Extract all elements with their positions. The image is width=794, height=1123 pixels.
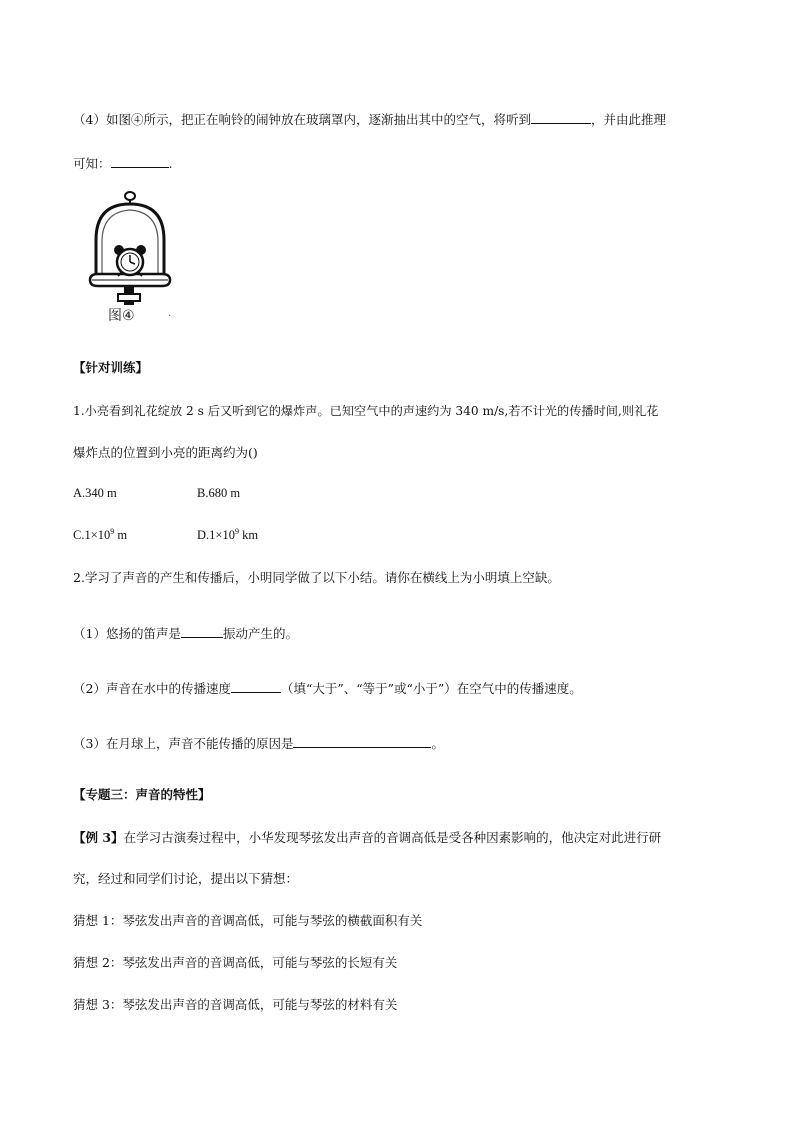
p2-blank-3[interactable] [293, 734, 431, 748]
p2-sub3-prefix: （3）在月球上，声音不能传播的原因是 [73, 736, 294, 751]
p2-sub3 [73, 734, 444, 753]
option-c-exponent: 9 [110, 526, 115, 536]
q4-text-start: （4）如图④所示，把正在响铃的闹钟放在玻璃罩内，逐渐抽出其中的空气，将听到 [73, 112, 531, 127]
q4-text-end: ，并由此推理 [590, 112, 666, 127]
p2-sub2-prefix: （2）声音在水中的传播速度 [73, 681, 231, 696]
option-d-base: D.1×10 [197, 528, 235, 542]
q4-line2-prefix: 可知： [73, 156, 111, 171]
p2-sub1 [73, 624, 298, 643]
example3-line1 [73, 829, 661, 847]
p2-sub3-suffix: 。 [431, 736, 444, 751]
example3-line2: 究，经过和同学们讨论，提出以下猜想： [73, 871, 299, 886]
guess-1: 猜想 1：琴弦发出声音的音调高低，可能与琴弦的横截面积有关 [73, 913, 423, 928]
section-heading-training: 【针对训练】 [73, 360, 149, 375]
q4-line1 [73, 110, 666, 129]
option-d-unit: km [238, 528, 259, 542]
p2-blank-1[interactable] [181, 624, 223, 638]
option-c-unit: m [114, 528, 128, 542]
section-heading-topic3: 【专题三：声音的特性】 [73, 787, 211, 802]
option-d[interactable] [197, 528, 258, 543]
figure-dot: . [168, 308, 172, 319]
p2-intro: 2.学习了声音的产生和传播后，小明同学做了以下小结。请你在横线上为小明填上空缺。 [73, 570, 560, 585]
q4-blank-2[interactable] [111, 154, 169, 168]
p2-sub2-suffix: （填“大于”、“等于”或“小于”）在空气中的传播速度。 [280, 681, 582, 696]
example3-line1-text: 在学习古演奏过程中，小华发现琴弦发出声音的音调高低是受各种因素影响的，他决定对此进行研 [123, 830, 662, 845]
p2-sub1-prefix: （1）悠扬的笛声是 [73, 626, 181, 641]
q4-line2-suffix: . [168, 156, 173, 171]
option-c-base: C.1×10 [73, 528, 111, 542]
guess-3: 猜想 3：琴弦发出声音的音调高低，可能与琴弦的材料有关 [73, 997, 398, 1012]
q4-line2 [73, 154, 173, 173]
p1-line2: 爆炸点的位置到小亮的距离约为() [73, 445, 258, 460]
option-d-exponent: 9 [234, 526, 239, 536]
option-a[interactable]: A.340 m [73, 486, 117, 500]
guess-2: 猜想 2：琴弦发出声音的音调高低，可能与琴弦的长短有关 [73, 955, 398, 970]
p2-sub2 [73, 679, 582, 698]
example3-label: 【例 3】 [73, 830, 124, 845]
p1-line1: 1.小亮看到礼花绽放 2 s 后又听到它的爆炸声。已知空气中的声速约为 340 m/s,若不计光的传播时间,则礼花 [73, 404, 659, 418]
option-c[interactable] [73, 528, 127, 543]
option-b[interactable]: B.680 m [197, 486, 241, 500]
figure-caption: 图④ [108, 308, 135, 324]
p2-blank-2[interactable] [231, 679, 281, 693]
p2-sub1-suffix: 振动产生的。 [222, 626, 298, 641]
q4-blank-1[interactable] [531, 110, 591, 124]
